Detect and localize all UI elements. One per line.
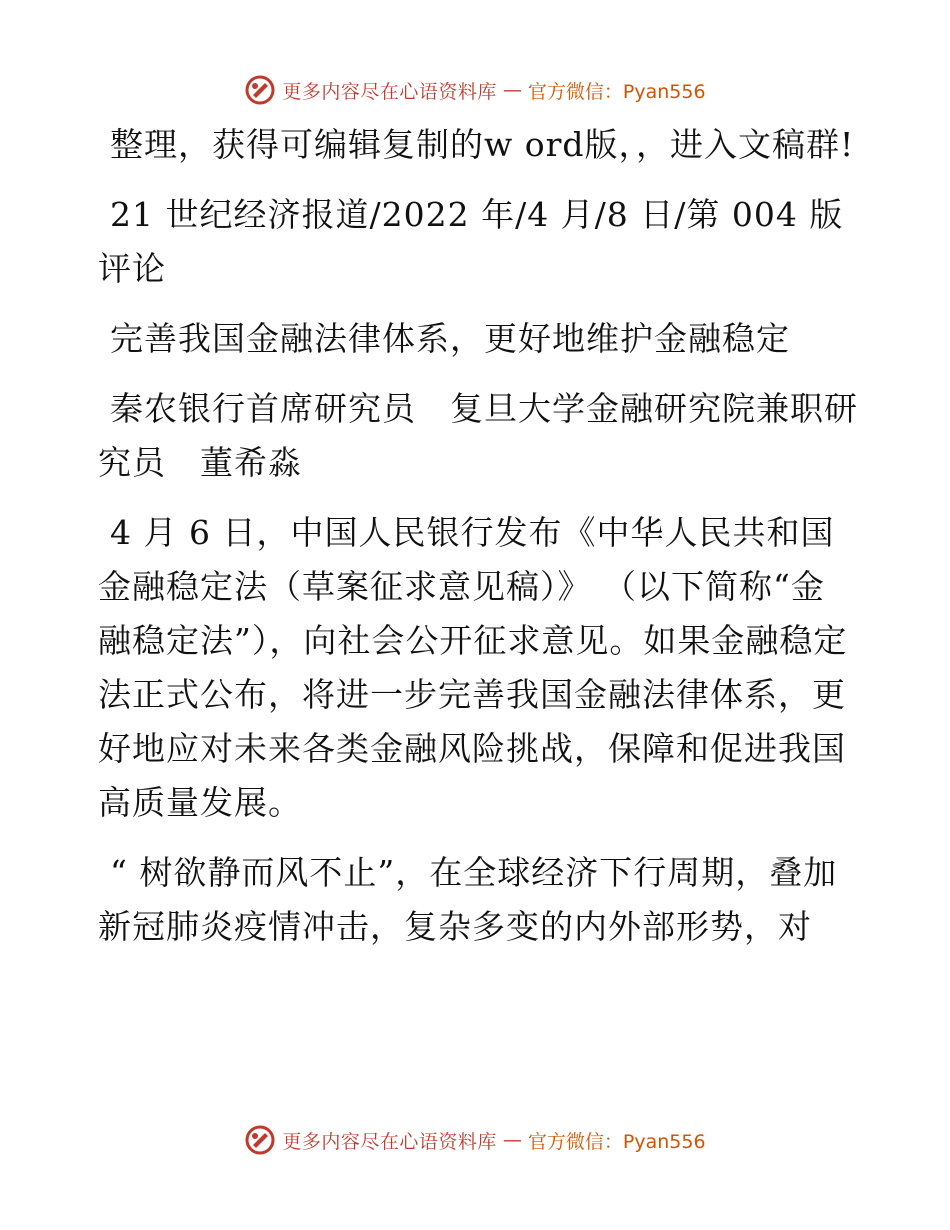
paragraph-text: “ 树欲静而风不止”，在全球经济下行周期，叠加新冠肺炎疫情冲击，复杂多变的内外部形势，对 [98,853,838,946]
brand-logo-icon [244,1124,276,1156]
article-title [98,312,858,366]
paragraph-text: 完善我国金融法律体系，更好地维护金融稳定 [110,319,790,358]
watermark-separator: — [502,1129,522,1151]
footer-watermark [0,1120,950,1160]
watermark-wechat-text: 官方微信：Pyan556 [527,80,706,103]
watermark-main-text: 更多内容尽在心语资料库 [282,1130,497,1153]
header-watermark [0,70,950,110]
document-body [98,118,858,970]
article-author [98,382,858,490]
paragraph-intro [98,118,858,172]
paragraph-text: 21 世纪经济报道/2022 年/4 月/8 日/第 004 版评论 [98,195,844,288]
brand-logo-icon [244,74,276,106]
watermark-main-text: 更多内容尽在心语资料库 [282,80,497,103]
paragraph-source [98,188,858,296]
watermark-wechat-text: 官方微信：Pyan556 [527,1130,706,1153]
paragraph-body-1 [98,506,858,830]
paragraph-text: 秦农银行首席研究员 复旦大学金融研究院兼职研究员 董希淼 [98,389,858,482]
paragraph-body-2 [98,846,858,954]
paragraph-text: 4 月 6 日，中国人民银行发布《中华人民共和国金融稳定法（草案征求意见稿）》 （以下简称“金融稳定法”），向社会公开征求意见。如果金融稳定法正式公布，将进一步完善我国金融法律体系，更好地应对未来各类金融风险挑战，保障和促进我国高质量发展。 [98,513,848,822]
paragraph-text: 整理，获得可编辑复制的w ord版，，进入文稿群! [110,125,855,164]
watermark-separator: — [502,79,522,101]
